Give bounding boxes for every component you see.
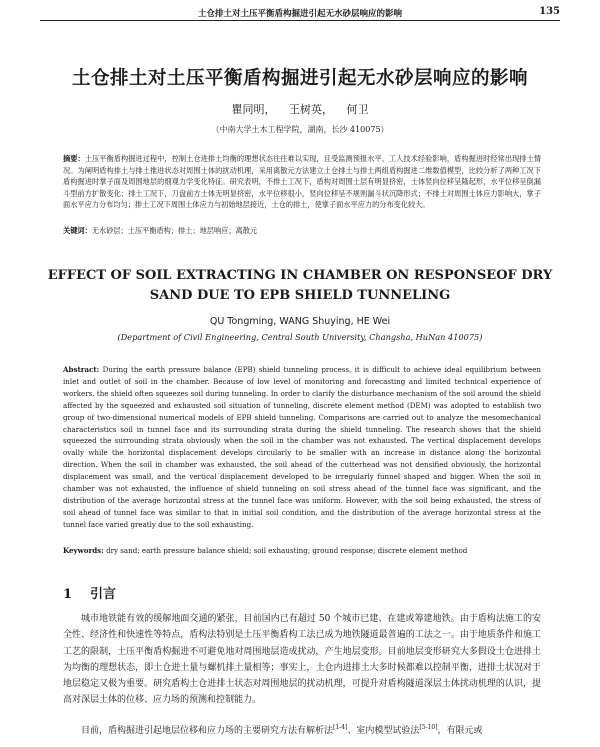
paper-title-en-line-1: EFFECT OF SOIL EXTRACTING IN CHAMBER ON RESPONSEOF DRY [47, 268, 553, 283]
authors-cn: 瞿同明， 王树英， 何卫 [231, 103, 369, 116]
authors-en: QU Tongming, WANG Shuying, HE Wei [209, 316, 391, 327]
abstract-cn-text: 土压平衡盾构掘进过程中，控制土仓进排土均衡的理想状态往往难以实现，且受监测预报水平、工人技术经验影响，盾构掘进时经常出现排土情况。为阐明盾构排土与排土推进状态对周围土体的扰动机理，采用离散元方法建立土仓排土与排土两组盾构掘进二维数值模型，比较分析了两种工况下盾构掘进时掌子面及周围地层的细观力学变化特征。研究表明，不排土工况下，盾构对周围土层有明显挤密，土体竖向位移呈隆起形，水平位移呈倒漏斗型前方扩散变化；排土工况下，刀盘前方土体无明显挤密，水平位移很小，竖向位移呈不规则漏斗状沉降形式；不排土对周围土体应力影响大，掌子面水平应力分布均匀；排土工况下周围土体应力与初始地层接近，土仓的排土，使掌子面水平应力的分布变化较大。 [63, 154, 541, 209]
keywords-en-label: Keywords: [63, 546, 104, 555]
paper-title-en [40, 266, 560, 306]
section-title: 引言 [90, 587, 117, 602]
abstract-en-text: During the earth pressure balance (EPB) shield tunneling process, it is difficult to achieve ideal equilibrium between inlet and outlet of soil in the chamber. Because of low level of monitoring and forecasting and limited technical experience of workers, the shield often squeezes soil during tunneling. In order to clarify the disturbance mechanism of the soil around the shield affected by the squeezed and exhausted soil situation of tunneling, discrete element method (DEM) was adopted to establish two group of two-dimensional numerical models of EPB shield tunneling. Comparisons are carried out to analyze the mesomechanical characteristics soil in tunnel face and its surrounding strata during the shield tunneling. The research shows that the shield squeezed the surrounding strata obviously when the soil in the chamber was not exhausted. The vertical displacement develops ovally while the horizontal displacement develops circularly to be smaller with an increase in distance along the horizontal direction. When the soil in chamber was exhausted, the soil ahead of the cutterhead was not densified obviously, the horizontal displacement was small, and the vertical displacement developed to be irregularly funnel shaped and bigger. When the soil in chamber was not exhausted, the influence of shield tunneling on soil stress ahead of the tunnel face was significant, and the distribution of the average horizontal stress at the tunnel face was uniform. However, with the soil being exhausted, the stress of soil ahead of tunnel face was similar to that in initial soil condition, and the distribution of the average horizontal stress at the tunnel face varied greatly due to the soil exhausting. [63, 365, 541, 529]
section-number: 1 [63, 587, 73, 602]
keywords-cn-text: 无水砂层；土压平衡盾构；排土；地层响应；离散元 [91, 226, 258, 235]
running-header [40, 6, 560, 21]
section-heading-introduction [63, 583, 116, 602]
paragraph-2-text-c: ，有限元或 [437, 726, 483, 736]
affiliation-en: (Department of Civil Engineering, Central South University, Changsha, HuNan 410075) [117, 332, 483, 342]
paragraph-2-text-a: 目前，盾构掘进引起地层位移和应力场的主要研究方法有解析法 [81, 726, 334, 736]
page-number: 135 [539, 6, 560, 17]
keywords-en [63, 545, 541, 556]
keywords-cn [63, 225, 541, 236]
body-paragraph-2 [63, 723, 541, 739]
citation-ref: [5-10] [419, 724, 438, 731]
keywords-en-text: dry sand; earth pressure balance shield; soil exhausting; ground response; discrete element method [106, 546, 468, 555]
abstract-en [63, 364, 541, 531]
running-title: 土仓排土对土压平衡盾构掘进引起无水砂层响应的影响 [197, 9, 402, 19]
affiliation-cn: （中南大学土木工程学院，湖南，长沙 410075） [211, 125, 389, 134]
abstract-cn-label: 摘要： [63, 154, 85, 163]
abstract-en-label: Abstract: [63, 365, 100, 374]
abstract-cn [63, 153, 541, 211]
body-paragraph-1: 城市地铁能有效的缓解地面交通的紧张，目前国内已有超过 50 个城市已建、在建或筹建地铁。由于盾构法施工的安全性、经济性和快速性等特点，盾构法特别是土压平衡盾构工法已成为地铁隧道最普遍的工法之一。由于地质条件和施工工艺的限制，土压平衡盾构掘进不可避免地对周围地层造成扰动，产生地层变形。目前地层变形研究大多假设土仓进排土为均衡的理想状态，即土仓进土量与螺机排土量相等；事实上，土仓内进排土大多时候都难以控制平衡，进排土状况对于地层稳定又极为重要。研究盾构土仓进排土状态对周围地层的扰动机理，可提升对盾构隧道深层土体扰动机理的认识，提高对深层土体的位移、应力场的预测和控制能力。 [63, 614, 541, 706]
paragraph-2-text-b: 、室内模型试验法 [347, 726, 420, 736]
citation-ref: [1-4] [333, 724, 348, 731]
paper-title-cn: 土仓排土对土压平衡盾构掘进引起无水砂层响应的影响 [71, 68, 528, 89]
keywords-cn-label: 关键词： [63, 226, 92, 235]
paper-title-en-line-2: SAND DUE TO EPB SHIELD TUNNELING [149, 288, 451, 303]
